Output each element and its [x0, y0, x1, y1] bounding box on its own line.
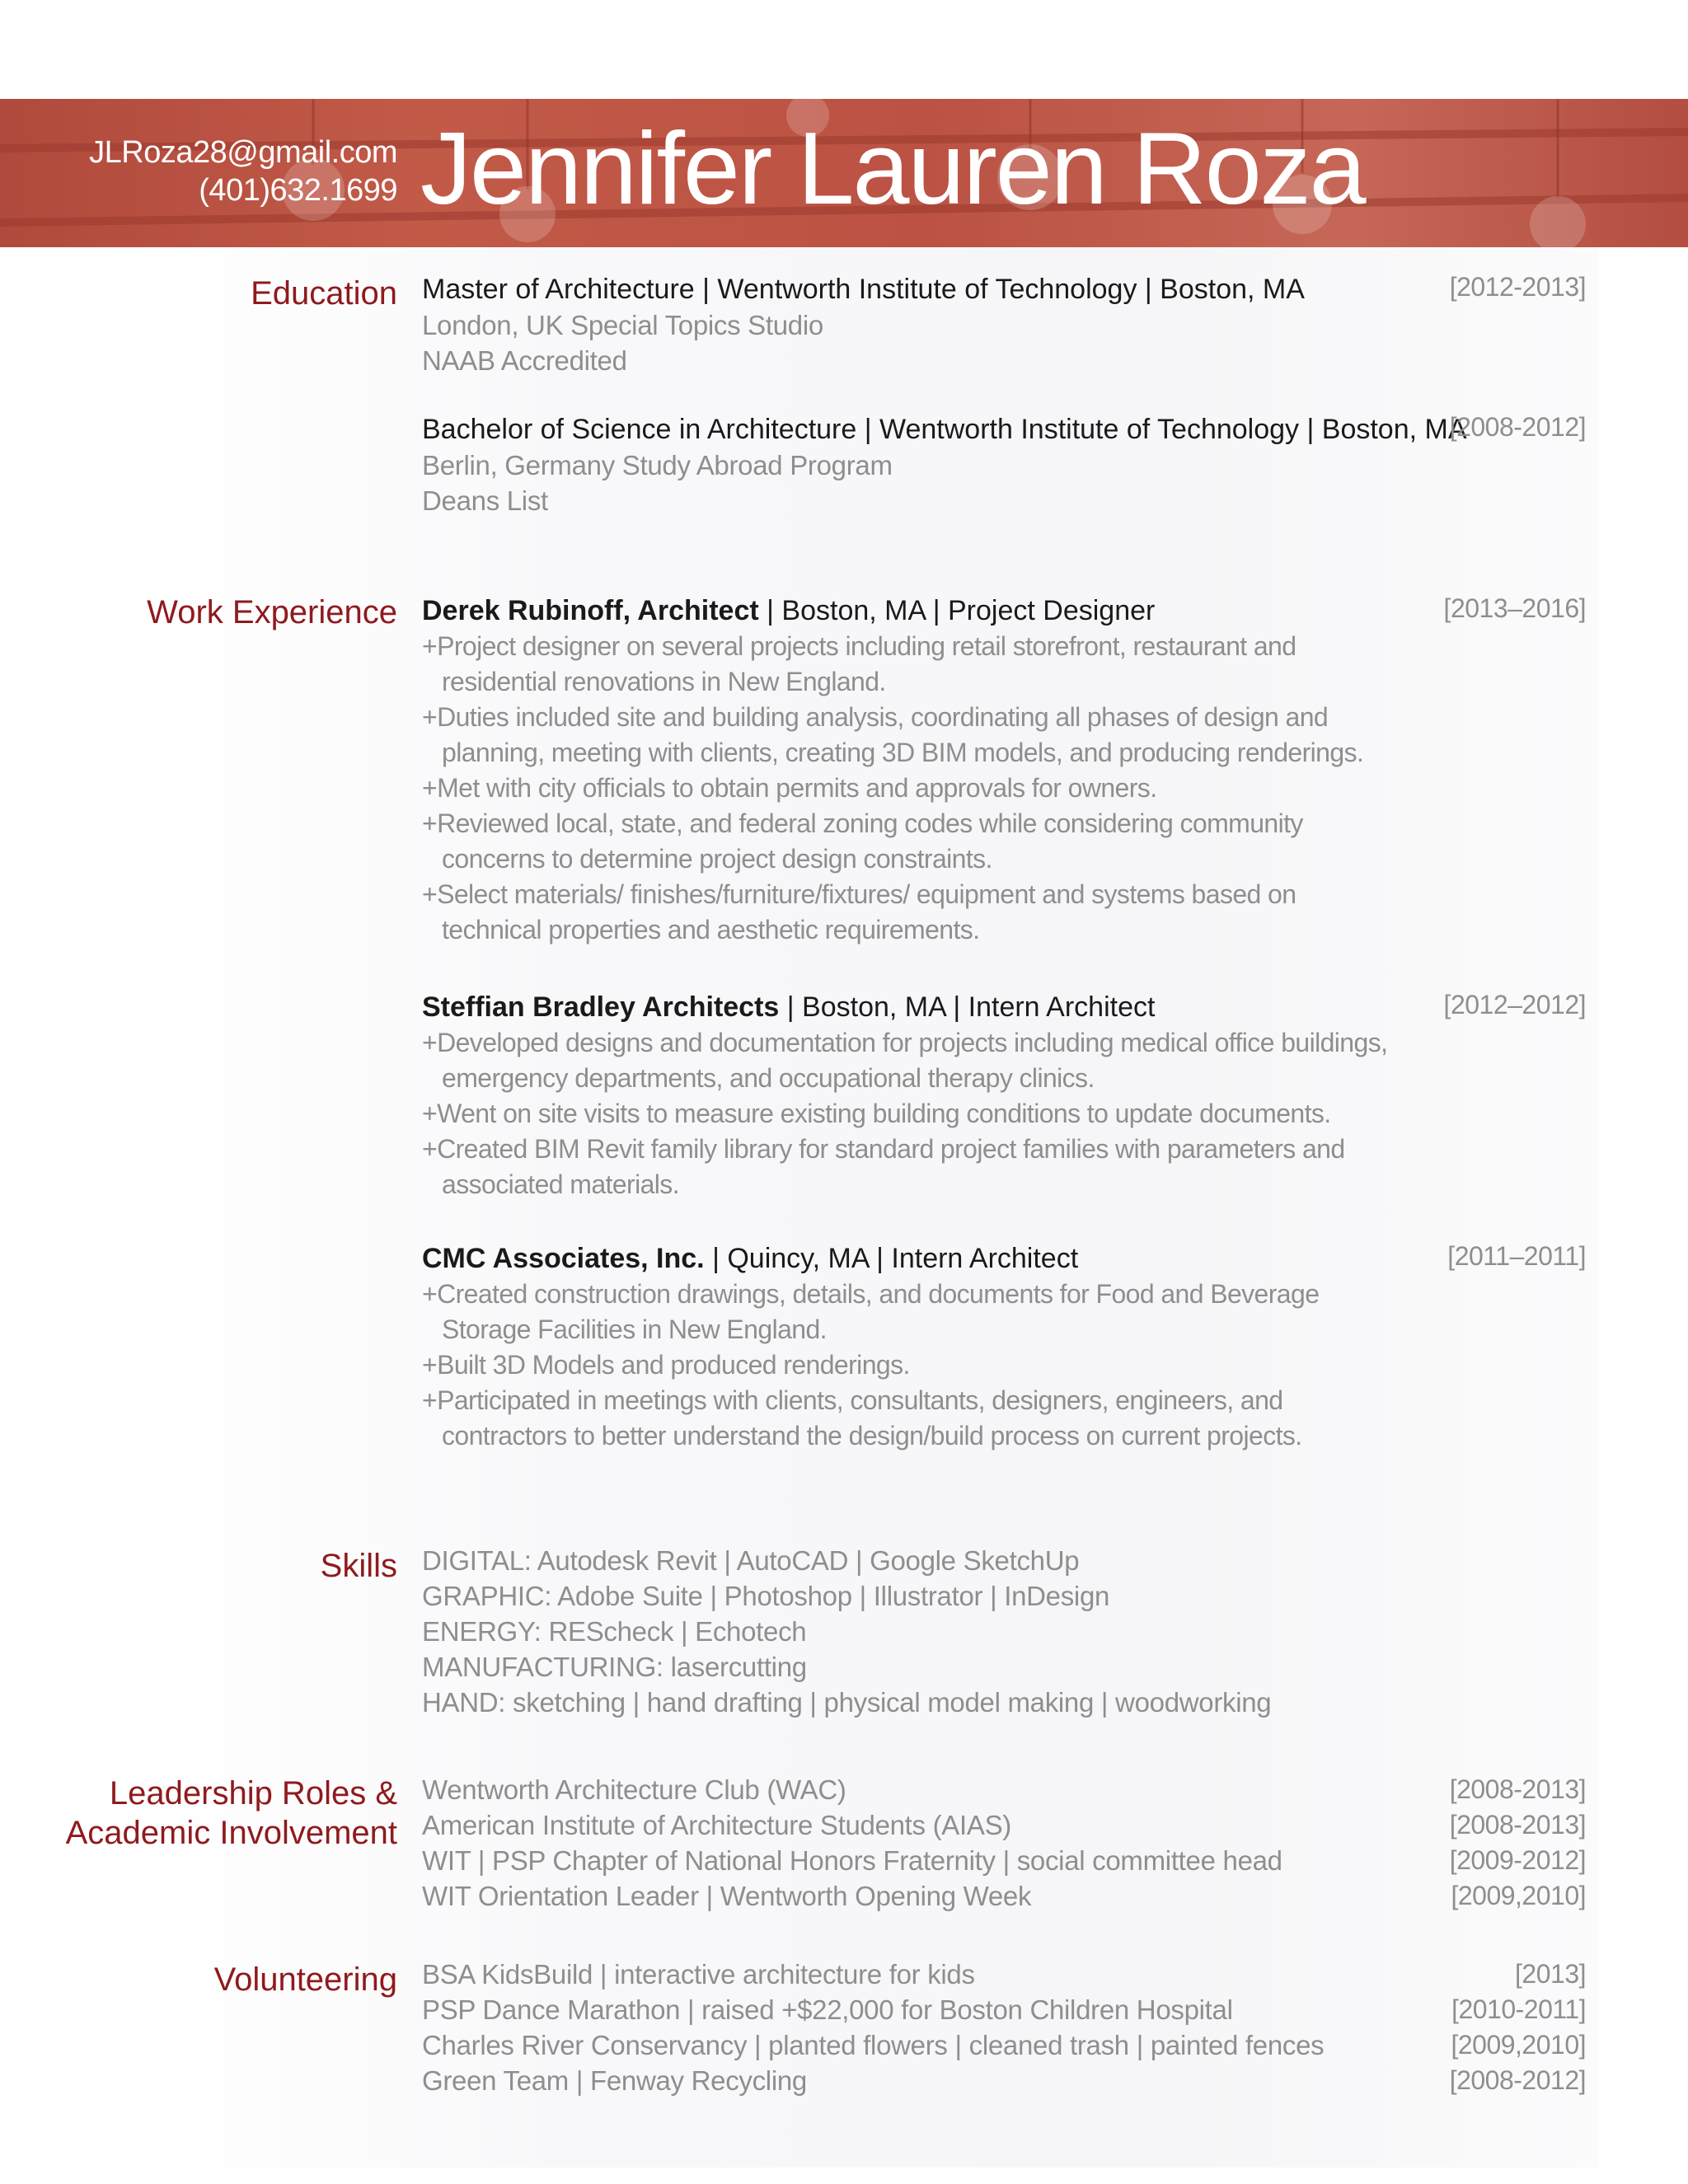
leadership-item: [422, 1807, 1586, 1843]
leadership-list: [422, 1772, 1586, 1914]
candidate-name: Jennifer Lauren Roza: [420, 112, 1365, 226]
skills-list: [422, 1543, 1586, 1720]
date-range: [2008-2013]: [1449, 1774, 1586, 1804]
section-label-work-experience: Work Experience: [147, 594, 397, 630]
education-entry: [422, 272, 1586, 378]
skill-item: HAND: sketching | hand drafting | physical model making | woodworking: [422, 1687, 1272, 1718]
leadership-text: Wentworth Architecture Club (WAC): [422, 1774, 846, 1805]
job-details: | Boston, MA | Project Designer: [758, 595, 1156, 626]
job-bullet: +Select materials/ finishes/furniture/fixtures/ equipment and systems based on: [422, 879, 1296, 909]
skill-item: MANUFACTURING: lasercutting: [422, 1652, 807, 1682]
date-range: [2013]: [1515, 1959, 1586, 1989]
section-label-leadership: [66, 1774, 397, 1853]
skill-item: ENERGY: REScheck | Echotech: [422, 1616, 807, 1647]
leadership-text: American Institute of Architecture Students (AIAS): [422, 1810, 1011, 1840]
date-range: [2012–2012]: [1443, 990, 1586, 1019]
job-bullet: planning, meeting with clients, creating 3D BIM models, and producing renderings.: [442, 738, 1364, 767]
date-range: [2010-2011]: [1451, 1994, 1586, 2024]
date-range: [2008-2012]: [1449, 2065, 1586, 2095]
date-range: [2009-2012]: [1449, 1845, 1586, 1875]
education-detail: Deans List: [422, 485, 548, 516]
job-bullet: +Built 3D Models and produced renderings.: [422, 1350, 910, 1380]
job-entry: [422, 990, 1586, 1202]
job-bullet: Storage Facilities in New England.: [442, 1315, 827, 1344]
education-detail: London, UK Special Topics Studio: [422, 310, 823, 340]
job-bullet: concerns to determine project design constraints.: [442, 844, 992, 874]
leadership-text: WIT | PSP Chapter of National Honors Fraternity | social committee head: [422, 1845, 1282, 1876]
job-bullet: +Reviewed local, state, and federal zoning codes while considering community: [422, 808, 1303, 838]
job-bullet: residential renovations in New England.: [442, 667, 886, 696]
education-entry: [422, 412, 1586, 518]
section-label-skills: Skills: [320, 1548, 397, 1584]
volunteering-text: Green Team | Fenway Recycling: [422, 2065, 807, 2096]
job-bullet: +Participated in meetings with clients, consultants, designers, engineers, and: [422, 1385, 1283, 1415]
job-bullet: +Created BIM Revit family library for standard project families with parameters and: [422, 1134, 1345, 1164]
job-bullet: emergency departments, and occupational therapy clinics.: [442, 1063, 1095, 1093]
leadership-item: [422, 1878, 1586, 1914]
email-link[interactable]: JLRoza28@gmail.com: [89, 135, 397, 170]
leadership-item: [422, 1843, 1586, 1878]
leadership-text: WIT Orientation Leader | Wentworth Opening Week: [422, 1881, 1032, 1911]
date-range: [2011–2011]: [1447, 1241, 1586, 1271]
leadership-item: [422, 1772, 1586, 1807]
job-bullet: technical properties and aesthetic requirements.: [442, 915, 980, 944]
job-bullet: +Project designer on several projects including retail storefront, restaurant and: [422, 631, 1296, 661]
education-detail: Berlin, Germany Study Abroad Program: [422, 450, 893, 480]
volunteering-text: PSP Dance Marathon | raised +$22,000 for Boston Children Hospital: [422, 1994, 1233, 2025]
degree-title: Master of Architecture | Wentworth Institute of Technology | Boston, MA: [422, 274, 1305, 305]
job-bullet: +Went on site visits to measure existing building conditions to update documents.: [422, 1099, 1331, 1128]
job-bullet: associated materials.: [442, 1169, 679, 1199]
job-entry: [422, 1241, 1586, 1454]
job-bullet: contractors to better understand the design/build process on current projects.: [442, 1421, 1302, 1451]
section-label-line: Academic Involvement: [65, 1815, 397, 1851]
date-range: [2008-2013]: [1449, 1810, 1586, 1840]
company-name: CMC Associates, Inc.: [422, 1243, 705, 1274]
header-banner: [0, 99, 1688, 247]
volunteering-item: [422, 2027, 1586, 2063]
volunteering-text: BSA KidsBuild | interactive architecture for kids: [422, 1959, 975, 1990]
volunteering-item: [422, 1957, 1586, 1992]
date-range: [2009,2010]: [1451, 2030, 1586, 2060]
skill-item: DIGITAL: Autodesk Revit | AutoCAD | Google SketchUp: [422, 1545, 1080, 1576]
volunteering-text: Charles River Conservancy | planted flowers | cleaned trash | painted fences: [422, 2030, 1325, 2060]
date-range: [2013–2016]: [1443, 593, 1586, 623]
date-range: [2009,2010]: [1451, 1881, 1586, 1910]
company-name: Steffian Bradley Architects: [422, 991, 780, 1023]
contact-info: [89, 134, 397, 209]
company-name: Derek Rubinoff, Architect: [422, 595, 759, 626]
degree-title: Bachelor of Science in Architecture | Wentworth Institute of Technology | Boston, MA: [422, 414, 1467, 445]
date-range: [2008-2012]: [1449, 412, 1586, 442]
job-details: | Boston, MA | Intern Architect: [779, 991, 1156, 1023]
job-bullet: +Met with city officials to obtain permits and approvals for owners.: [422, 773, 1157, 803]
job-bullet: +Duties included site and building analysis, coordinating all phases of design and: [422, 702, 1329, 732]
job-bullet: +Developed designs and documentation for projects including medical office buildings,: [422, 1028, 1388, 1057]
section-label-volunteering: Volunteering: [213, 1961, 397, 1998]
volunteering-item: [422, 1992, 1586, 2027]
section-label-line: Leadership Roles &: [109, 1775, 397, 1811]
job-details: | Quincy, MA | Intern Architect: [704, 1243, 1079, 1274]
skill-item: GRAPHIC: Adobe Suite | Photoshop | Illustrator | InDesign: [422, 1581, 1110, 1611]
phone-number: (401)632.1699: [199, 173, 397, 208]
volunteering-list: [422, 1957, 1586, 2098]
job-bullet: +Created construction drawings, details, and documents for Food and Beverage: [422, 1279, 1320, 1309]
date-range: [2012-2013]: [1449, 272, 1586, 302]
section-label-education: Education: [251, 275, 397, 312]
job-entry: [422, 593, 1586, 948]
volunteering-item: [422, 2063, 1586, 2098]
education-detail: NAAB Accredited: [422, 345, 627, 376]
